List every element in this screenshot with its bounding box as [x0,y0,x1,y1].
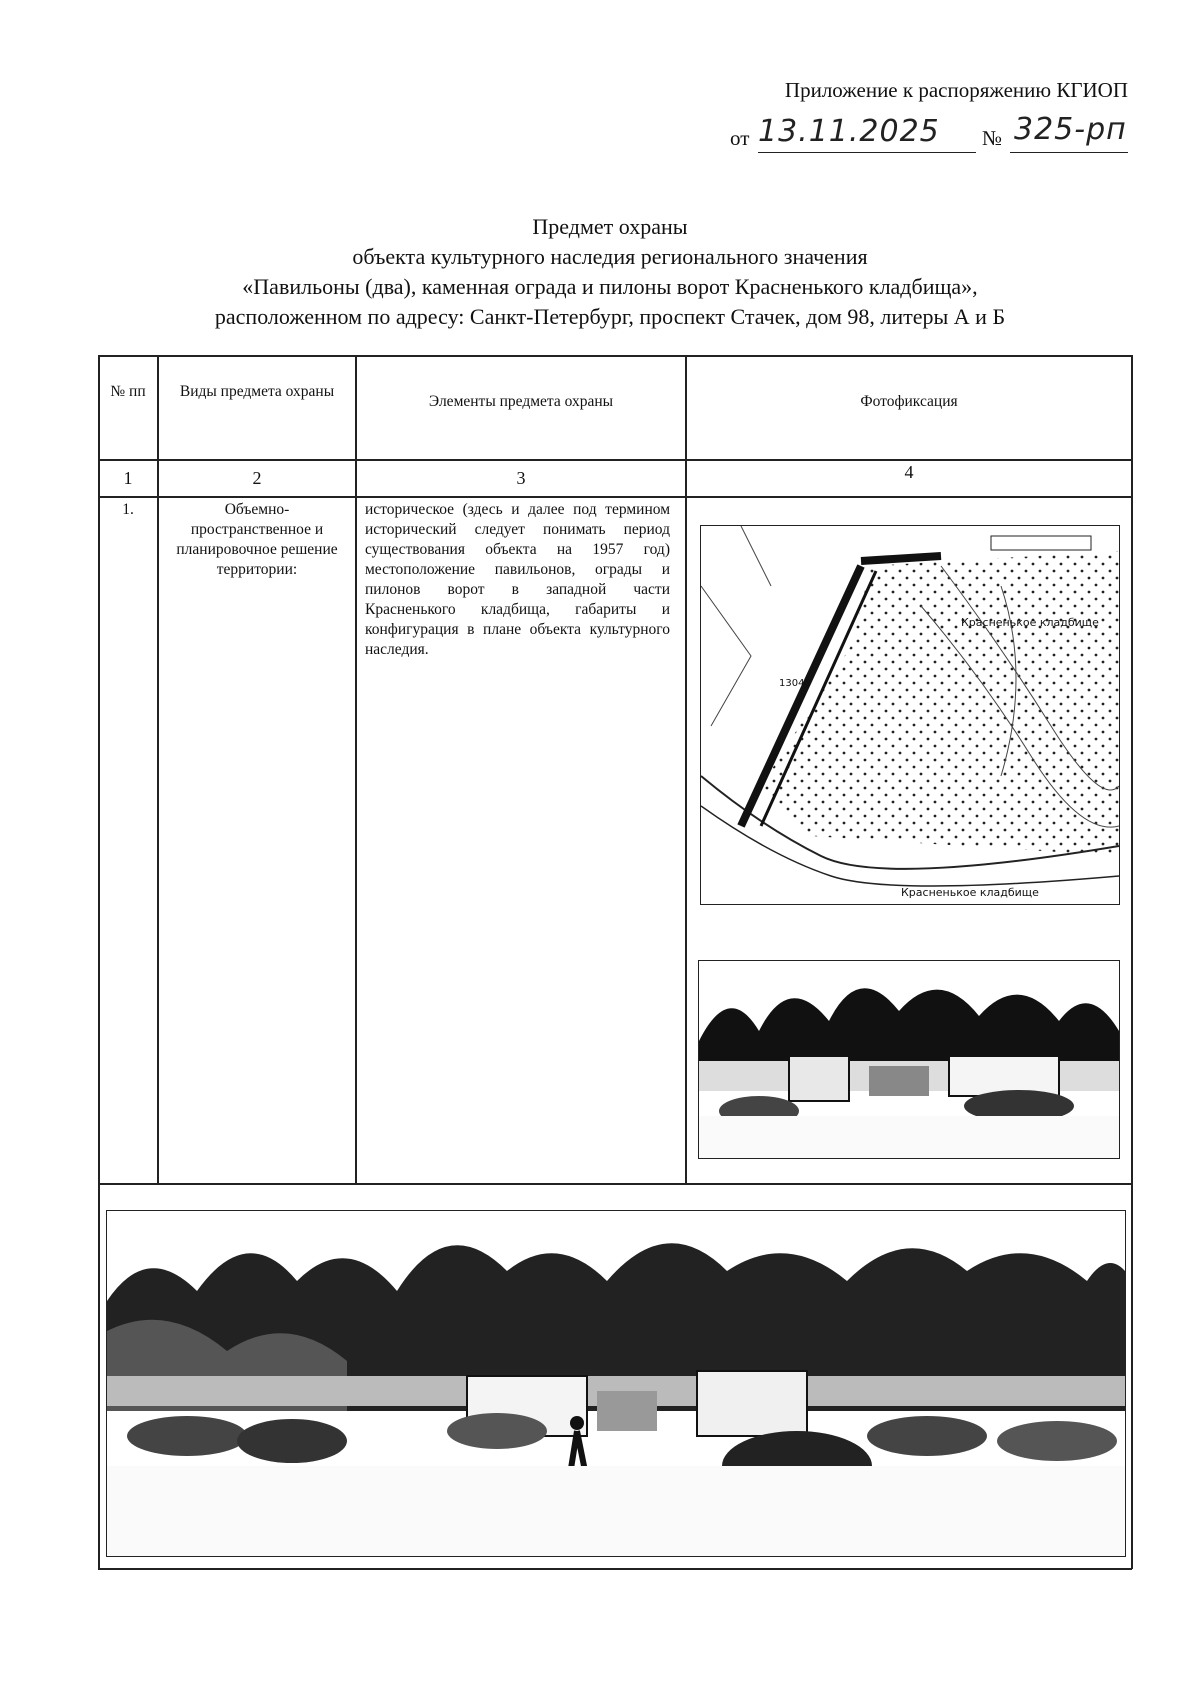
title-line-4: расположенном по адресу: Санкт-Петербург, проспект Стачек, дом 98, литеры А и Б [214,304,1006,329]
title-line-2: объекта культурного наследия регионального значения [352,244,868,269]
map-label-number: 13045 [779,678,811,689]
map-label-cemetery-2: Красненькое кладбище [901,886,1039,899]
document-title [130,212,1090,332]
col-divider-1 [157,355,159,1184]
gate-photo-small [698,960,1120,1159]
table-border-right [1131,355,1133,1569]
table-number-divider [98,496,1132,498]
table-border-bottom [98,1568,1132,1570]
col-number-2: 2 [252,468,262,488]
table-header-divider [98,459,1132,461]
panorama-photo [106,1210,1126,1557]
col-number-4: 4 [904,462,914,482]
number-underline [1010,152,1128,153]
header-num: № пп [110,383,146,400]
title-line-1: Предмет охраны [532,214,688,239]
header-type: Виды предмета охраны [179,383,335,400]
annex-date-number [730,112,1130,162]
site-plan-map [700,525,1120,905]
col-divider-3 [685,355,687,1184]
row-1-type: Объемно-пространственное и планировочное решение территории: [176,501,338,578]
col-number-3: 3 [516,468,526,488]
title-line-3: «Павильоны (два), каменная ограда и пилоны ворот Красненького кладбища», [242,274,978,299]
table-border-top [98,355,1132,357]
col-number-1: 1 [123,468,133,488]
col-divider-2 [355,355,357,1184]
header-photo: Фотофиксация [860,393,958,410]
row-1-elements: историческое (здесь и далее под термином исторический следует понимать период существования объекта на 1957 год) местоположение павильонов, ограды и пилонов ворот в западной части Красненького кладбища, габариты и конфигурация в плане объекта культурного наследия. [365,501,670,658]
table-row-bottom [98,1183,1132,1185]
header-elements: Элементы предмета охраны [428,393,614,410]
number-prefix: № [982,126,1003,150]
map-label-cemetery-1: Красненькое кладбище [961,616,1099,629]
row-1-num: 1. [122,501,134,518]
handwritten-number: 325-рп [1014,112,1127,147]
table-border-left [98,355,100,1569]
handwritten-date: 13.11.2025 [758,114,940,149]
date-underline [758,152,976,153]
date-prefix: от [730,126,750,150]
annex-title: Приложение к распоряжению КГИОП [784,78,1128,102]
